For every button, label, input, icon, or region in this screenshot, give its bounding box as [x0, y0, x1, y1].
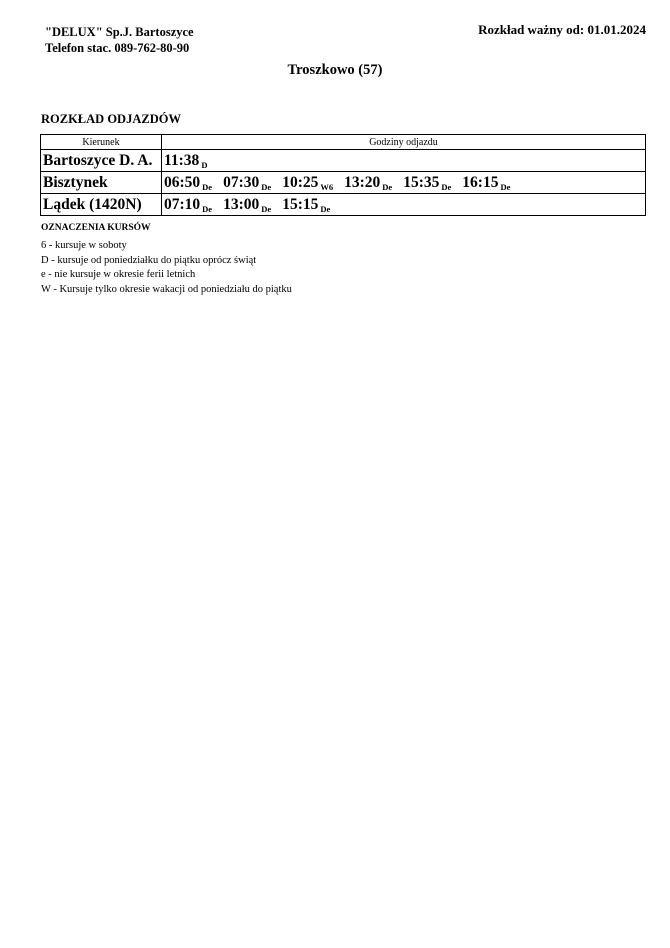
- departure-time: 07:30: [223, 173, 260, 191]
- departure: [164, 152, 207, 170]
- validity-date: Rozkład ważny od: 01.01.2024: [478, 22, 646, 37]
- departure-times-cell: [162, 172, 646, 194]
- legend-title: OZNACZENIA KURSÓW: [41, 223, 151, 233]
- table-header-row: [41, 135, 646, 150]
- departure-time: 15:35: [403, 173, 440, 191]
- table-row: [41, 150, 646, 172]
- section-title: ROZKŁAD ODJAZDÓW: [41, 112, 181, 126]
- departure-mark: De: [261, 181, 272, 192]
- departure-mark: De: [441, 181, 452, 192]
- table-row: [41, 172, 646, 194]
- departure: [462, 174, 510, 192]
- departure-time: 07:10: [164, 195, 201, 213]
- legend-item: 6 - kursuje w soboty: [41, 240, 127, 251]
- destination-cell: Bisztynek: [41, 172, 162, 194]
- legend-item: e - nie kursuje w okresie ferii letnich: [41, 269, 196, 280]
- departure-time: 16:15: [462, 173, 499, 191]
- departure-mark: W6: [320, 181, 334, 192]
- departure: [282, 174, 333, 192]
- company-phone: Telefon stac. 089-762-80-90: [45, 41, 190, 55]
- column-header-direction: Kierunek: [41, 135, 162, 150]
- departure: [164, 196, 212, 214]
- departure-time: 06:50: [164, 173, 201, 191]
- departure-mark: De: [320, 203, 331, 214]
- legend-list: [41, 239, 292, 297]
- departure-time: 10:25: [282, 173, 319, 191]
- departure-times-cell: [162, 150, 646, 172]
- table-row: [41, 194, 646, 216]
- departure: [164, 174, 212, 192]
- departure-time: 13:20: [344, 173, 381, 191]
- departure: [344, 174, 392, 192]
- company-info: [45, 24, 194, 56]
- legend-item: W - Kursuje tylko okresie wakacji od poniedziału do piątku: [41, 283, 292, 295]
- departure-mark: D: [201, 159, 208, 170]
- departure-times-cell: [162, 194, 646, 216]
- departure-mark: De: [202, 181, 213, 192]
- departure: [403, 174, 451, 192]
- timetable: [40, 134, 646, 216]
- departure-time: 11:38: [164, 151, 200, 169]
- departure-mark: De: [382, 181, 393, 192]
- legend-item: D - kursuje od poniedziałku do piątku oprócz świąt: [41, 254, 257, 266]
- destination-cell: Lądek (1420N): [41, 194, 162, 216]
- departure-mark: De: [261, 203, 272, 214]
- departure-time: 13:00: [223, 195, 260, 213]
- destination-cell: Bartoszyce D. A.: [41, 150, 162, 172]
- company-name: "DELUX" Sp.J. Bartoszyce: [45, 25, 194, 39]
- departure-mark: De: [500, 181, 511, 192]
- departure: [282, 196, 330, 214]
- column-header-times: Godziny odjazdu: [162, 135, 646, 150]
- departure-time: 15:15: [282, 195, 319, 213]
- departure: [223, 174, 271, 192]
- stop-title: Troszkowo (57): [287, 62, 383, 78]
- departure-mark: De: [202, 203, 213, 214]
- departure: [223, 196, 271, 214]
